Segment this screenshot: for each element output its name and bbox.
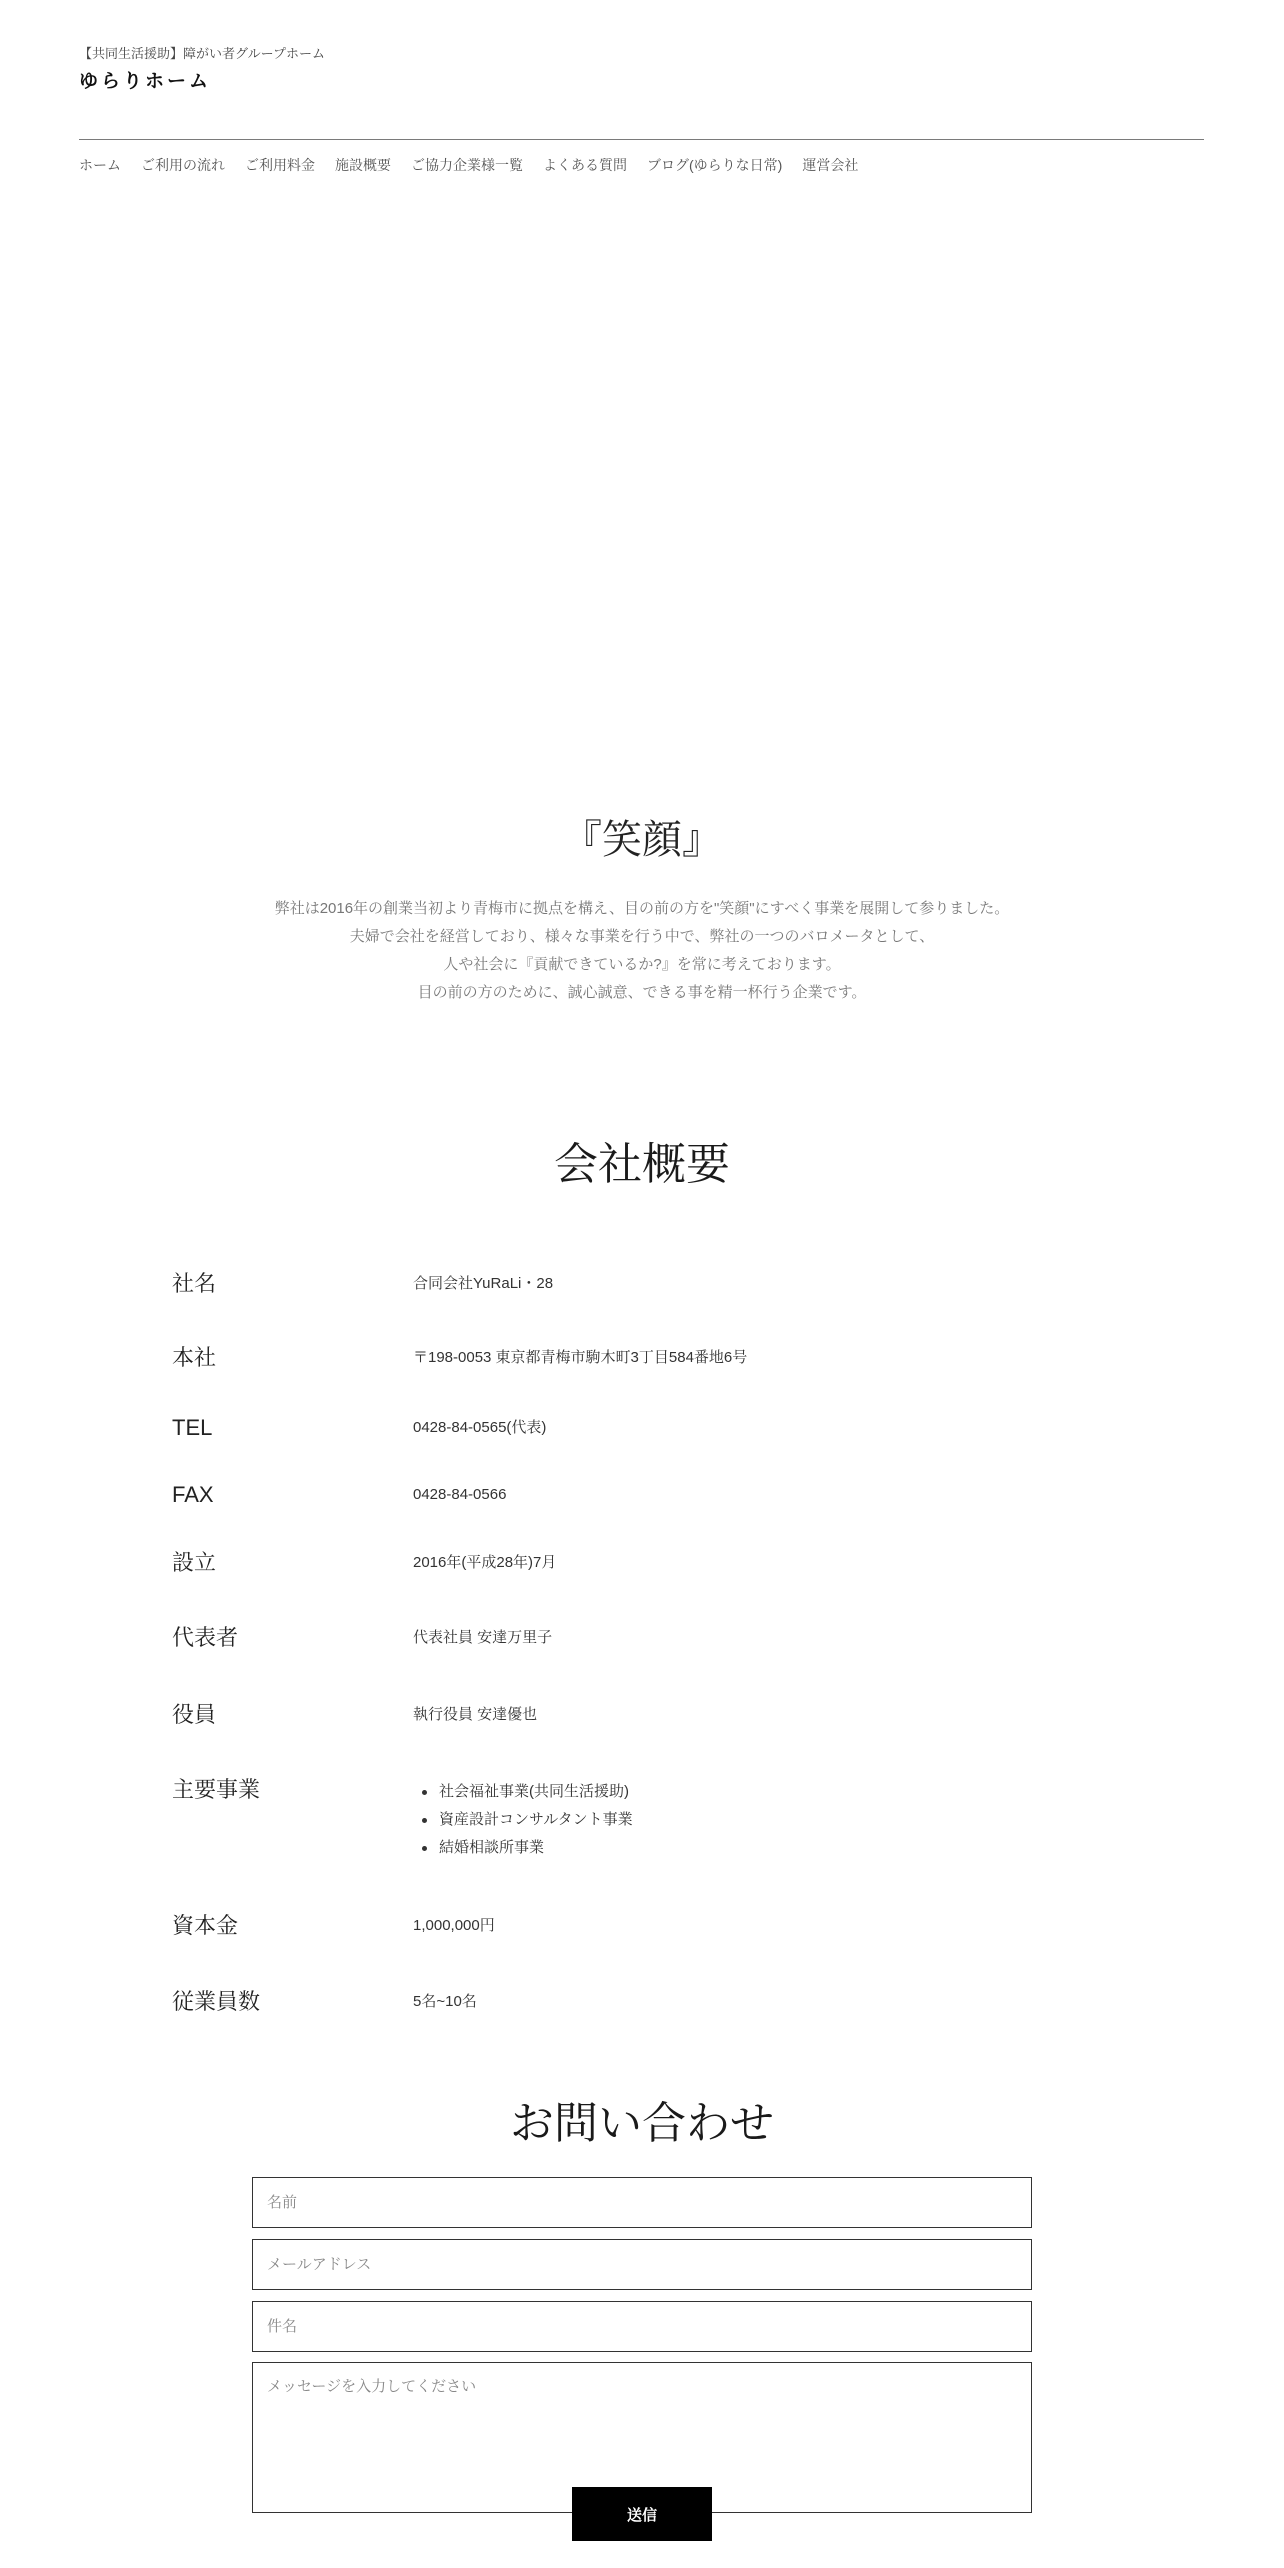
- company-row-capital: [0, 1911, 1284, 1941]
- company-row-tel: [0, 1413, 1284, 1443]
- company-row-employees: [0, 1987, 1284, 2017]
- row-value: 1,000,000円: [413, 1917, 495, 1934]
- company-row-fax: [0, 1480, 1284, 1510]
- company-row-founded: [0, 1548, 1284, 1578]
- email-field[interactable]: [252, 2239, 1032, 2290]
- row-label: 従業員数: [172, 1989, 261, 2014]
- intro-line: 人や社会に『貢献できているか?』を常に考えております。: [443, 956, 841, 973]
- site-tagline: 【共同生活援助】障がい者グループホーム: [79, 46, 325, 61]
- nav-item-faq[interactable]: よくある質問: [543, 157, 627, 173]
- company-row-representative: [0, 1623, 1284, 1653]
- row-label: TEL: [172, 1415, 213, 1440]
- company-row-officer: [0, 1700, 1284, 1730]
- company-overview-heading: 会社概要: [554, 1140, 730, 1189]
- company-row-name: [0, 1269, 1284, 1299]
- row-value: 〒198-0053 東京都青梅市駒木町3丁目584番地6号: [413, 1349, 748, 1366]
- row-value: 2016年(平成28年)7月: [413, 1554, 557, 1571]
- row-label: 代表者: [172, 1625, 239, 1650]
- row-value: 代表社員 安達万里子: [413, 1629, 553, 1646]
- row-value: 執行役員 安達優也: [413, 1706, 538, 1723]
- list-item: 社会福祉事業(共同生活援助): [413, 1778, 633, 1806]
- intro-line: 目の前の方のために、誠心誠意、できる事を精一杯行う企業です。: [417, 984, 867, 1001]
- submit-button[interactable]: 送信: [572, 2487, 712, 2541]
- company-row-headquarters: [0, 1343, 1284, 1373]
- list-item: 結婚相談所事業: [413, 1834, 633, 1862]
- row-label: 役員: [172, 1702, 217, 1727]
- nav-item-flow[interactable]: ご利用の流れ: [141, 157, 225, 173]
- intro-line: 弊社は2016年の創業当初より青梅市に拠点を構え、目の前の方を"笑顔"にすべく事業を展開して参りました。: [274, 900, 1010, 917]
- row-label: 社名: [172, 1271, 217, 1296]
- nav-item-facility[interactable]: 施設概要: [335, 157, 391, 173]
- list-item: 資産設計コンサルタント事業: [413, 1806, 633, 1834]
- business-list: [413, 1778, 633, 1862]
- row-value: 5名~10名: [413, 1993, 477, 2010]
- name-field[interactable]: [252, 2177, 1032, 2228]
- row-label: 設立: [172, 1550, 217, 1575]
- row-value: 0428-84-0566: [413, 1486, 507, 1503]
- main-nav: [79, 155, 858, 175]
- row-label: 資本金: [172, 1913, 239, 1938]
- nav-item-company[interactable]: 運営会社: [802, 157, 859, 173]
- intro-heading: 『笑顔』: [562, 818, 722, 862]
- nav-item-pricing[interactable]: ご利用料金: [245, 157, 315, 173]
- row-label: 本社: [172, 1345, 217, 1370]
- row-label: 主要事業: [172, 1777, 261, 1802]
- site-title[interactable]: ゆらりホーム: [79, 71, 212, 92]
- nav-item-home[interactable]: ホーム: [79, 157, 121, 173]
- subject-field[interactable]: [252, 2301, 1032, 2352]
- company-row-business: [0, 1775, 1284, 1856]
- nav-item-blog[interactable]: ブログ(ゆらりな日常): [647, 157, 783, 173]
- header-divider: [79, 139, 1204, 140]
- row-value: 0428-84-0565(代表): [413, 1419, 547, 1436]
- row-label: FAX: [172, 1482, 214, 1507]
- row-value: 合同会社YuRaLi・28: [413, 1275, 554, 1292]
- intro-text: [0, 895, 1284, 1007]
- contact-heading: お問い合わせ: [510, 2099, 774, 2148]
- nav-item-partners[interactable]: ご協力企業様一覧: [411, 157, 523, 173]
- intro-line: 夫婦で会社を経営しており、様々な事業を行う中で、弊社の一つのバロメータとして、: [349, 928, 935, 945]
